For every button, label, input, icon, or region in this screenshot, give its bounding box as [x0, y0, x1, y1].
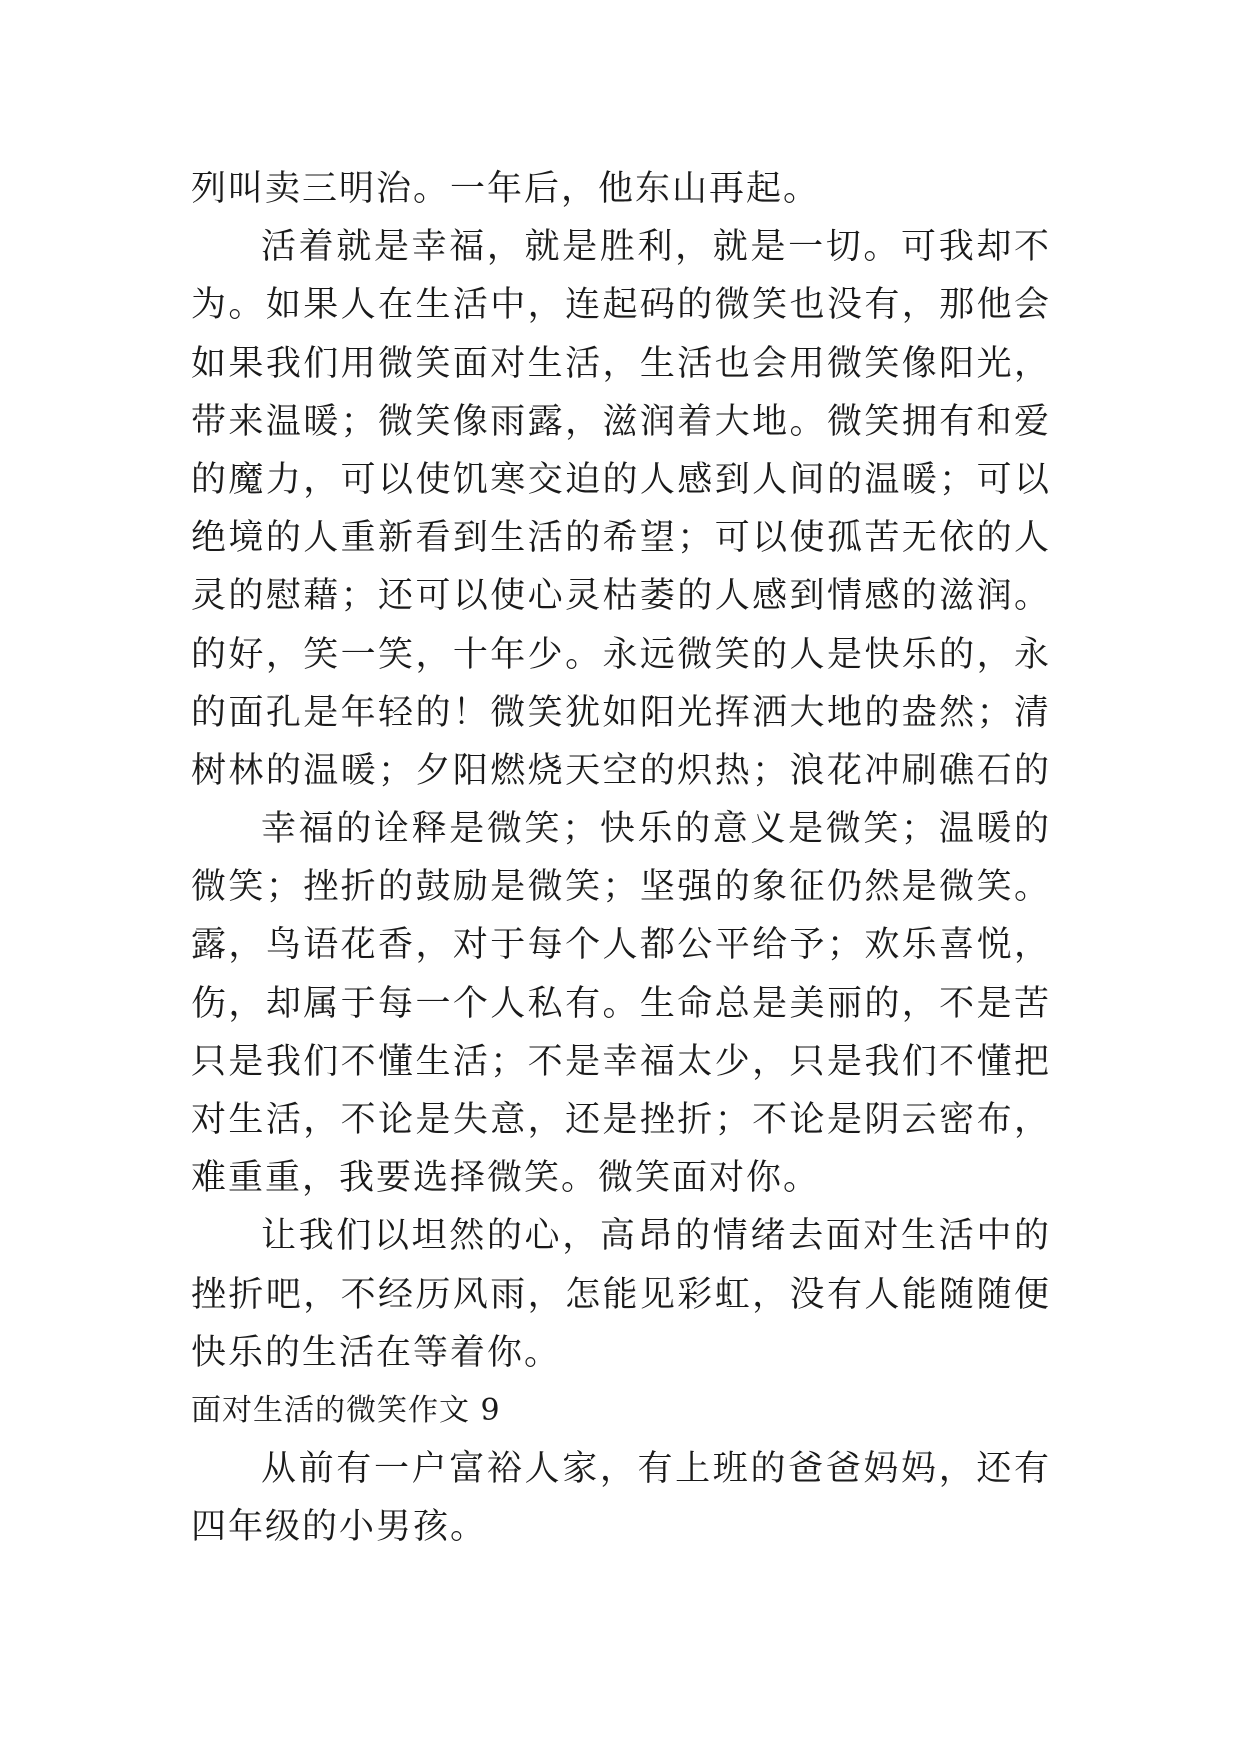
text-line: 灵的慰藉；还可以使心灵枯萎的人感到情感的滋润。	[191, 576, 1051, 617]
text-line: 如果我们用微笑面对生活，生活也会用微笑像阳光，	[191, 343, 1051, 384]
text-line: 列叫卖三明治。一年后，他东山再起。	[191, 169, 821, 209]
text-line: 让我们以坦然的心，高昂的情绪去面对生活中的	[261, 1216, 1051, 1257]
text-line: 为。如果人在生活中，连起码的微笑也没有，那他会	[191, 285, 1051, 326]
text-line: 带来温暖；微笑像雨露，滋润着大地。微笑拥有和爱	[191, 401, 1051, 442]
section-heading: 面对生活的微笑作文 9	[191, 1392, 501, 1428]
paragraph	[191, 1207, 1051, 1382]
text-line: 从前有一户富裕人家，有上班的爸爸妈妈，还有	[261, 1449, 1051, 1490]
text-line: 伤，却属于每一个人私有。生命总是美丽的，不是苦	[191, 983, 1051, 1024]
paragraph	[191, 160, 1051, 218]
text-line: 快乐的生活在等着你。	[191, 1332, 562, 1373]
text-line: 树林的温暖；夕阳燃烧天空的炽热；浪花冲刷礁石的	[191, 750, 1051, 791]
text-line: 的面孔是年轻的！微笑犹如阳光挥洒大地的盎然；清	[191, 692, 1051, 733]
paragraph	[191, 1440, 1051, 1556]
text-line: 的魔力，可以使饥寒交迫的人感到人间的温暖；可以	[191, 459, 1051, 500]
text-line: 绝境的人重新看到生活的希望；可以使孤苦无依的人	[191, 518, 1051, 559]
text-line: 活着就是幸福，就是胜利，就是一切。可我却不	[261, 227, 1051, 268]
text-line: 微笑；挫折的鼓励是微笑；坚强的象征仍然是微笑。	[191, 867, 1051, 908]
text-line: 幸福的诠释是微笑；快乐的意义是微笑；温暖的	[261, 809, 1051, 850]
text-line: 四年级的小男孩。	[191, 1507, 488, 1548]
paragraph	[191, 218, 1051, 800]
text-line: 难重重，我要选择微笑。微笑面对你。	[191, 1158, 821, 1199]
text-line: 露，鸟语花香，对于每个人都公平给予；欢乐喜悦，	[191, 925, 1051, 966]
paragraph	[191, 800, 1051, 1207]
text-line: 挫折吧，不经历风雨，怎能见彩虹，没有人能随随便	[191, 1274, 1051, 1315]
text-line: 的好，笑一笑，十年少。永远微笑的人是快乐的，永	[191, 634, 1051, 675]
text-line: 只是我们不懂生活；不是幸福太少，只是我们不懂把	[191, 1041, 1051, 1082]
text-line: 对生活，不论是失意，还是挫折；不论是阴云密布，	[191, 1100, 1051, 1140]
document-page	[191, 160, 1051, 1557]
